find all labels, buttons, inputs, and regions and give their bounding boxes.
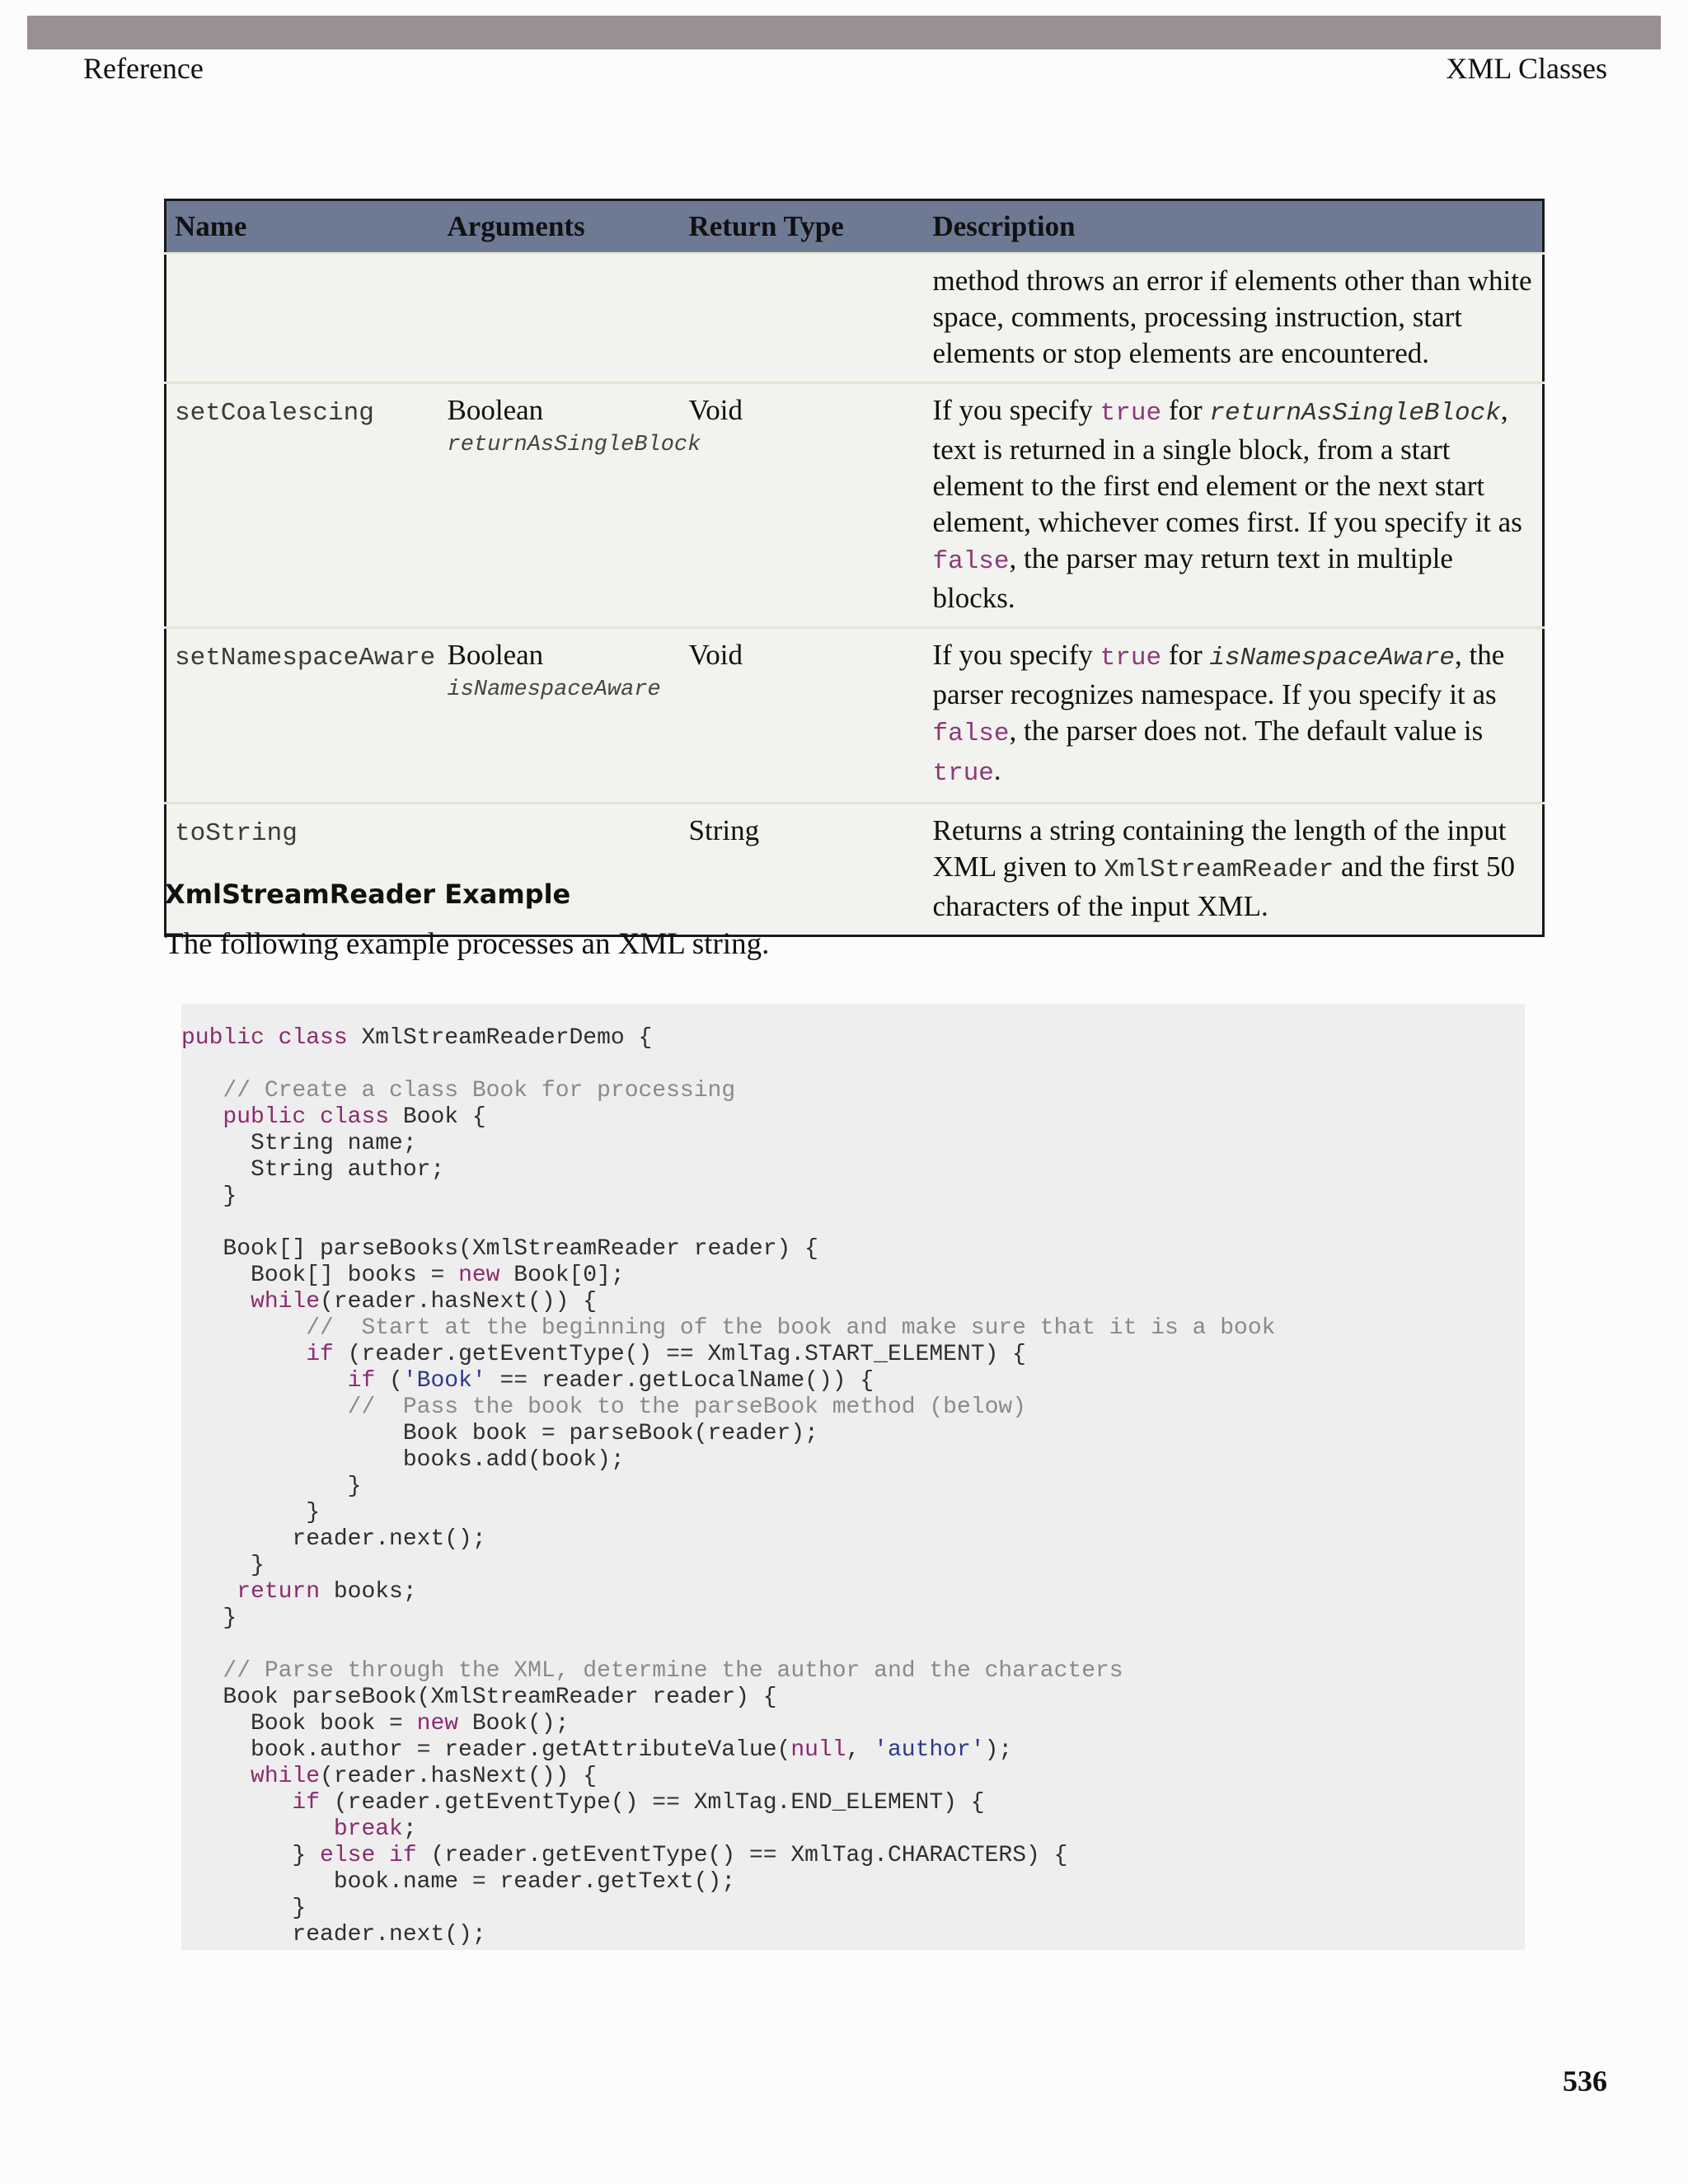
column-header-name: Name	[166, 200, 439, 254]
section-heading: XmlStreamReader Example	[165, 879, 571, 910]
method-name-cell	[166, 628, 439, 804]
desc-text: If you specify	[932, 639, 1100, 671]
table-row	[166, 628, 1544, 804]
desc-text: Returns a string containing the length of the input XML given to	[932, 814, 1507, 883]
table-row	[166, 383, 1544, 628]
code-text: }	[347, 1474, 362, 1499]
code-text: Book parseBook(XmlStreamReader reader) {	[223, 1685, 777, 1710]
desc-keyword: true	[1100, 644, 1162, 673]
reference-table	[164, 199, 1545, 937]
code-text: }	[251, 1553, 265, 1578]
desc-text: , the parser may return text in multiple blocks.	[932, 542, 1453, 614]
code-text: books;	[320, 1579, 417, 1605]
description-cell	[925, 628, 1544, 804]
code-keyword: break	[333, 1816, 403, 1842]
code-text: }	[223, 1183, 237, 1209]
description-cell	[925, 383, 1544, 628]
code-keyword: new	[458, 1263, 500, 1288]
desc-text: .	[993, 754, 1001, 786]
code-text: (reader.hasNext()) {	[320, 1764, 598, 1789]
code-text: Book[0];	[499, 1263, 625, 1288]
code-text: book.name = reader.getText();	[333, 1869, 736, 1895]
desc-text: , the parser does not. The default value is	[1009, 715, 1484, 747]
method-name-cell	[166, 383, 439, 628]
header-bar	[27, 16, 1661, 49]
table-cell	[166, 254, 439, 383]
code-text: String name;	[251, 1131, 417, 1156]
table-row	[166, 804, 1544, 936]
code-keyword: while	[251, 1289, 321, 1315]
code-text: (reader.getEventType() == XmlTag.START_ELEMENT) {	[333, 1342, 1026, 1367]
code-keyword: if	[347, 1368, 376, 1394]
desc-keyword: false	[932, 547, 1010, 576]
desc-text: , text is returned in a single block, from a start element to the first end element or the next start element, whichever comes first. If you specify it as	[932, 394, 1522, 538]
code-keyword: if	[292, 1790, 321, 1816]
method-name-cell	[166, 804, 439, 936]
code-keyword: if	[306, 1342, 334, 1367]
desc-text: for	[1161, 394, 1210, 426]
code-text: Book[] books =	[251, 1263, 459, 1288]
code-text: }	[292, 1896, 307, 1921]
code-text: books.add(book);	[402, 1447, 625, 1473]
return-type-cell: Void	[681, 383, 925, 628]
code-text: Book book = parseBook(reader);	[402, 1421, 818, 1446]
page-number: 536	[1563, 2064, 1607, 2097]
code-comment: // Create a class Book for processing	[223, 1078, 736, 1104]
code-keyword: public	[181, 1025, 265, 1051]
column-header-description: Description	[925, 200, 1544, 254]
desc-keyword: true	[932, 759, 994, 788]
desc-param: isNamespaceAware	[1209, 644, 1456, 673]
code-text: (reader.hasNext()) {	[320, 1289, 598, 1315]
return-type-cell: Void	[681, 628, 925, 804]
code-text: (	[375, 1368, 403, 1394]
code-text: String author;	[251, 1157, 445, 1183]
desc-text: , the parser recognizes namespace. If you specify it as	[932, 639, 1505, 710]
code-text: (reader.getEventType() == XmlTag.END_ELEMENT) {	[320, 1790, 985, 1816]
code-text: reader.next();	[292, 1922, 486, 1947]
code-keyword: class	[278, 1025, 348, 1051]
code-text: }	[292, 1843, 321, 1868]
code-text: (reader.getEventType() == XmlTag.CHARACTERS) {	[416, 1843, 1068, 1868]
code-keyword: else	[320, 1843, 376, 1868]
desc-keyword: true	[1100, 399, 1162, 428]
desc-text: If you specify	[932, 394, 1100, 426]
code-keyword: null	[790, 1737, 846, 1763]
code-text: book.author = reader.getAttributeValue(	[251, 1737, 791, 1763]
method-name: setNamespaceAware	[175, 644, 436, 673]
code-text: Book {	[389, 1104, 486, 1130]
arguments-cell	[439, 383, 701, 628]
desc-text: for	[1161, 639, 1210, 671]
desc-keyword: false	[932, 719, 1010, 748]
argument-name: returnAsSingleBlock	[447, 433, 701, 457]
header-chapter-label: XML Classes	[1446, 52, 1607, 85]
code-text: Book[] parseBooks(XmlStreamReader reader) {	[223, 1236, 818, 1262]
code-comment: // Start at the beginning of the book and make sure that it is a book	[306, 1315, 1276, 1341]
argument-type: Boolean	[447, 639, 544, 671]
return-type-cell: String	[681, 804, 925, 936]
code-keyword: if	[389, 1843, 417, 1868]
method-name: toString	[175, 819, 298, 848]
code-text: reader.next();	[292, 1526, 486, 1552]
code-keyword: public	[223, 1104, 307, 1130]
code-text: XmlStreamReaderDemo {	[347, 1025, 653, 1051]
table-cell	[439, 254, 681, 383]
arguments-cell	[439, 804, 681, 936]
code-comment: // Pass the book to the parseBook method (below)	[347, 1394, 1026, 1420]
code-keyword: class	[320, 1104, 390, 1130]
code-text: ;	[402, 1816, 417, 1842]
argument-type: Boolean	[447, 394, 544, 426]
code-keyword: return	[237, 1579, 321, 1605]
code-block	[181, 1025, 1275, 1948]
code-comment: // Parse through the XML, determine the author and the characters	[223, 1658, 1123, 1684]
description-cell: method throws an error if elements other than white space, comments, processing instruction, start elements or stop elements are encountered.	[925, 254, 1544, 383]
table-row	[166, 254, 1544, 383]
method-name: setCoalescing	[175, 399, 374, 428]
table-header-row	[166, 200, 1544, 254]
code-string: 'Book'	[402, 1368, 486, 1394]
code-text: == reader.getLocalName()) {	[485, 1368, 874, 1394]
arguments-cell	[439, 628, 681, 804]
code-keyword: while	[251, 1764, 321, 1789]
desc-text: and the first 50 characters of the input XML.	[932, 851, 1515, 922]
desc-code: XmlStreamReader	[1104, 855, 1334, 884]
header-section-label: Reference	[83, 52, 204, 85]
code-keyword: new	[416, 1711, 459, 1736]
description-cell	[925, 804, 1544, 936]
section-intro: The following example processes an XML string.	[165, 927, 770, 961]
code-text: Book();	[458, 1711, 570, 1736]
code-string: 'author'	[874, 1737, 985, 1763]
table-cell	[681, 254, 925, 383]
code-text: }	[223, 1605, 237, 1631]
column-header-return-type: Return Type	[681, 200, 925, 254]
code-text: ,	[846, 1737, 874, 1763]
desc-param: returnAsSingleBlock	[1209, 399, 1501, 428]
code-text: }	[306, 1500, 321, 1526]
argument-name: isNamespaceAware	[447, 677, 661, 702]
code-text: Book book =	[251, 1711, 417, 1736]
column-header-arguments: Arguments	[439, 200, 681, 254]
code-text: );	[984, 1737, 1013, 1763]
